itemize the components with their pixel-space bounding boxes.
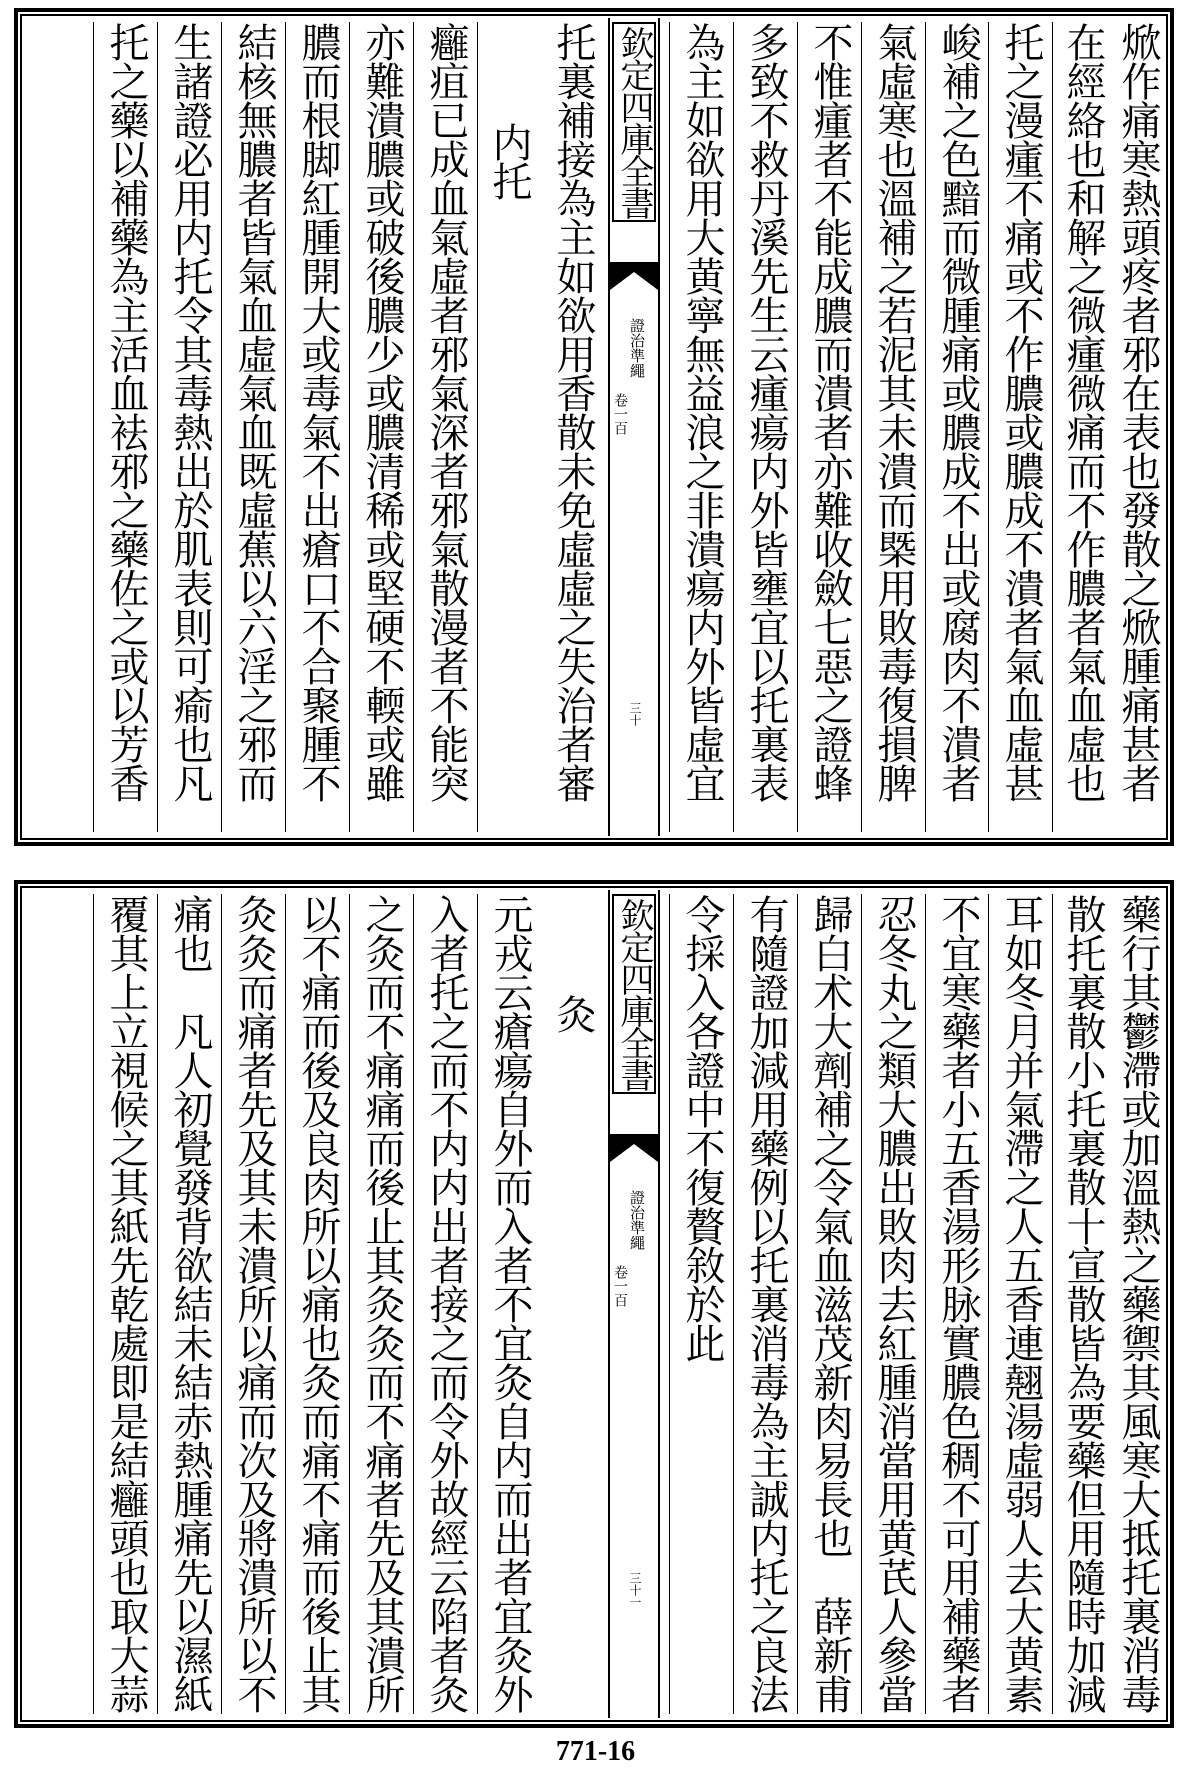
text-column: 生諸證必用内托令其毒熱出於肌表則可瘉也凡 (157, 22, 218, 832)
text-column: 不惟瘇者不能成膿而潰者亦難收斂七惡之證蜂 (797, 22, 858, 832)
center-gutter (608, 890, 660, 1718)
gutter-title: 欽定四庫全書 (612, 894, 656, 1094)
text-column: 亦難潰膿或破後膿少或膿清稀或堅硬不輭或雖 (349, 22, 410, 832)
text-column: 耳如冬月并氣滯之人五香連翹湯虛弱人去大黄素 (988, 894, 1049, 1714)
text-column: 癰疽已成血氣虛者邪氣深者邪氣散漫者不能突 (413, 22, 474, 832)
gutter-volume: 卷一百 (612, 1265, 628, 1307)
text-column: 氣虛寒也溫補之若泥其未潰而槩用敗毒復損脾 (861, 22, 922, 832)
text-column: 灸灸而痛者先及其未潰所以痛而次及將潰所以不 (221, 894, 282, 1714)
text-column: 之灸而不痛痛而後止其灸灸而不痛者先及其潰所 (349, 894, 410, 1714)
text-column: 膿而根脚紅腫開大或毒氣不出瘡口不合聚腫不 (285, 22, 346, 832)
text-column: 入者托之而不内内出者接之而令外故經云陷者灸 (413, 894, 474, 1714)
text-column: 有隨證加減用藥例以托裏消毒為主誠内托之良法 (733, 894, 794, 1714)
text-column: 峻補之色黯而微腫痛或膿成不出或腐肉不潰者 (925, 22, 986, 832)
text-column: 托之漫瘇不痛或不作膿或膿成不潰者氣血虛甚 (988, 22, 1049, 832)
text-column: 結核無膿者皆氣血虛氣血既虛蕉以六淫之邪而 (221, 22, 282, 832)
section-heading: 内托 (477, 22, 537, 832)
top-page (14, 8, 1174, 846)
text-column: 歸白术大劑補之令氣血滋茂新肉易長也 薛新甫 (797, 894, 858, 1714)
text-column: 痛也 凡人初覺發背欲結未結赤熱腫痛先以濕紙 (157, 894, 218, 1714)
fishtail-mark-icon (610, 262, 658, 290)
gutter-book-title: 證治準繩 (628, 318, 646, 378)
center-gutter (608, 18, 660, 836)
text-column: 忍冬丸之類大膿出敗肉去紅腫消當用黄芪人參當 (861, 894, 922, 1714)
text-column: 托裏補接為主如欲用香散未免虛虛之失治者審 (550, 22, 596, 802)
gutter-leaf-number: 三十 (628, 702, 642, 726)
text-column: 為主如欲用大黄寧無益浪之非潰瘍内外皆虛宜 (669, 22, 730, 832)
bottom-page (14, 880, 1174, 1728)
text-column: 覆其上立視候之其紙先乾處即是結癰頭也取大蒜 (93, 894, 154, 1714)
text-column: 托之藥以補藥為主活血袪邪之藥佐之或以芳香 (93, 22, 154, 832)
gutter-volume: 卷一百 (612, 393, 628, 435)
gutter-title: 欽定四庫全書 (612, 22, 656, 222)
text-column: 多致不救丹溪先生云瘇瘍内外皆壅宜以托裏表 (733, 22, 794, 832)
text-column: 在經絡也和解之微瘇微痛而不作膿者氣血虛也 (1052, 22, 1111, 832)
text-column: 元戎云瘡瘍自外而入者不宜灸自内而出者宜灸外 (477, 894, 538, 1714)
section-heading: 灸 (550, 994, 596, 1033)
fishtail-mark-icon (610, 1134, 658, 1162)
page-number: 771-16 (555, 1736, 636, 1767)
text-column: 藥行其鬱滯或加溫熱之藥禦其風寒大抵托裏消毒 (1115, 894, 1161, 1713)
text-column: 令採入各證中不復贅敘於此 (669, 894, 730, 1714)
text-column: 焮作痛寒熱頭疼者邪在表也發散之焮腫痛甚者 (1115, 22, 1161, 802)
gutter-book-title: 證治準繩 (628, 1190, 646, 1250)
text-column: 散托裏散小托裏散十宣散皆為要藥但用隨時加減 (1052, 894, 1111, 1714)
gutter-leaf-number: 三十一 (628, 1572, 642, 1608)
text-column: 不宜寒藥者小五香湯形脉實膿色稠不可用補藥者 (925, 894, 986, 1714)
text-column: 以不痛而後及良肉所以痛也灸而痛不痛而後止其 (285, 894, 346, 1714)
